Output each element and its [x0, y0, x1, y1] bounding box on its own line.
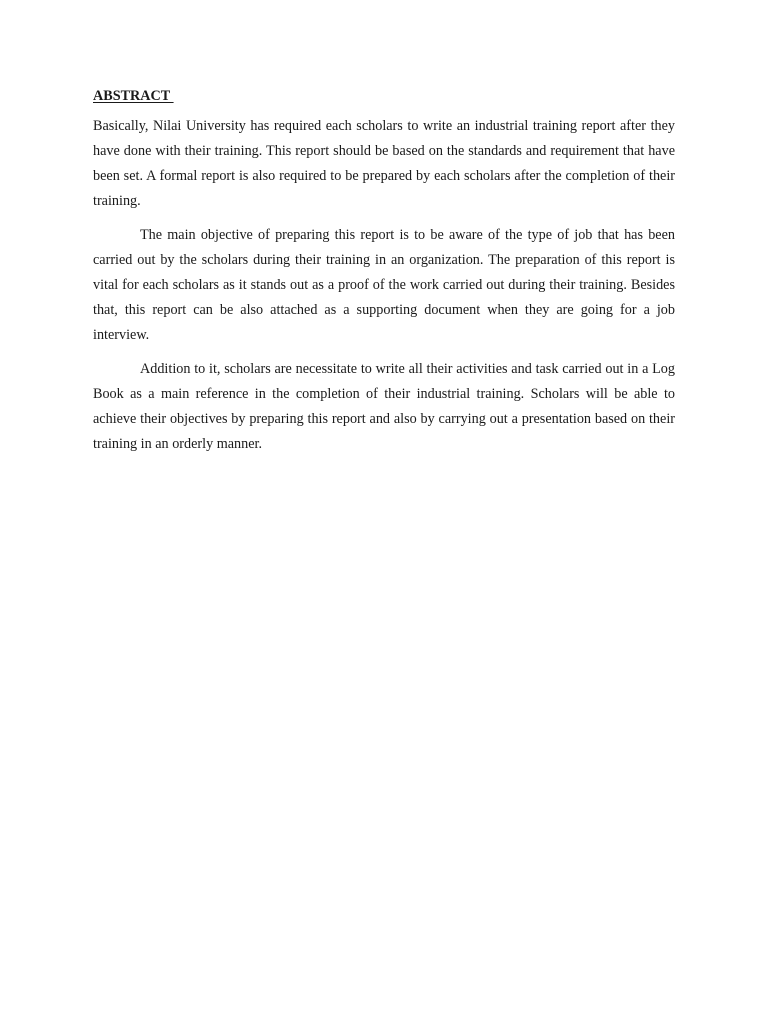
document-body — [93, 86, 675, 466]
paragraph-2: The main objective of preparing this report is to be aware of the type of job that has been carried out by the scholars during their training in an organization. The preparation of this report is vital for each scholars as it stands out as a proof of the work carried out during their training. Besides that, this report can be also attached as a supporting document when they are going for a job interview. — [93, 227, 675, 343]
page-title: ABSTRACT — [93, 88, 174, 104]
paragraph-1: Basically, Nilai University has required each scholars to write an industrial training report after they have done with their training. This report should be based on the standards and requirement that have been set. A formal report is also required to be prepared by each scholars after the completion of their training. — [93, 118, 675, 209]
paragraph-3: Addition to it, scholars are necessitate to write all their activities and task carried out in a Log Book as a main reference in the completion of their industrial training. Scholars will be able to achieve their objectives by preparing this report and also by carrying out a presentation based on their training in an orderly manner. — [93, 361, 675, 452]
